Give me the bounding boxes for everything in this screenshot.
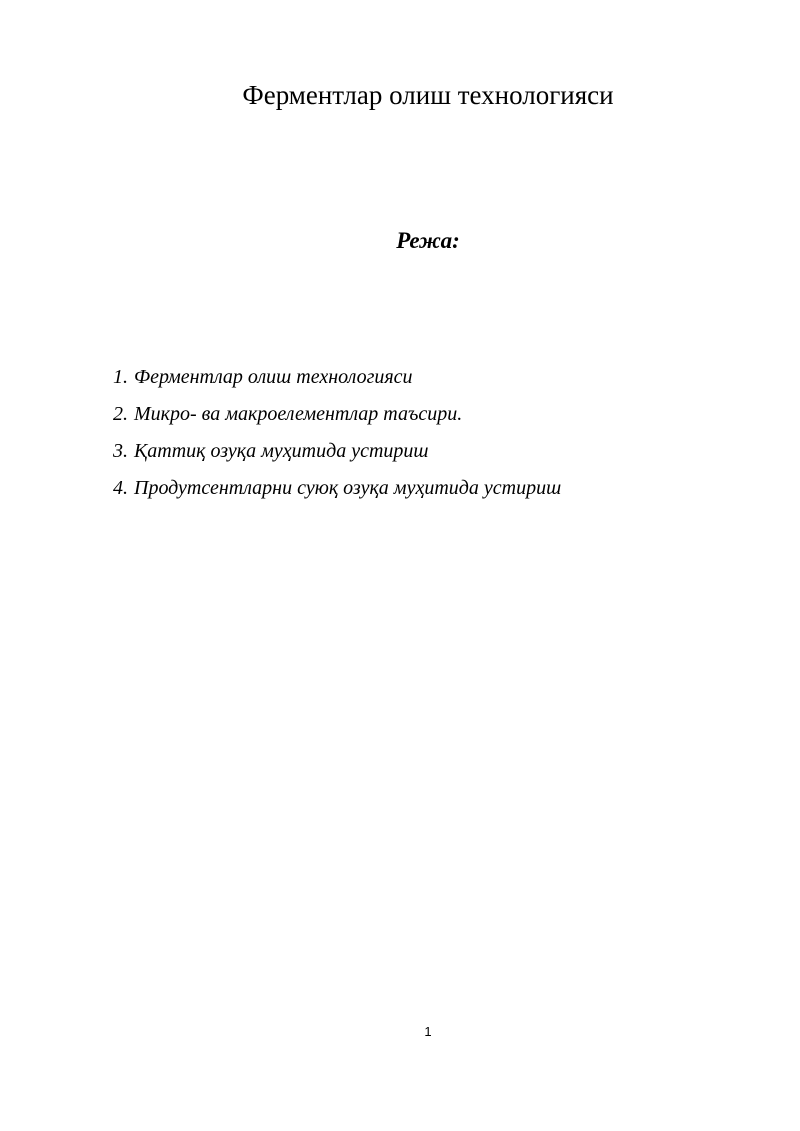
list-item	[113, 401, 561, 438]
list-item-text: Қаттиқ озуқа муҳитида устириш	[134, 440, 429, 462]
plan-heading: Режа:	[396, 228, 460, 253]
list-item	[113, 364, 561, 401]
list-item-text: Микро- ва макроелементлар таъсири.	[134, 403, 463, 425]
list-item	[113, 475, 561, 512]
page-number: 1	[424, 1024, 432, 1039]
list-item-number: 2.	[113, 403, 128, 425]
list-item	[113, 438, 561, 475]
list-item-text: Ферментлар олиш технологияси	[134, 366, 413, 388]
list-item-number: 3.	[113, 440, 128, 462]
page-title: Ферментлар олиш технологияси	[242, 80, 614, 110]
list-item-text: Продутсентларни суюқ озуқа муҳитида устириш	[134, 477, 562, 499]
list-item-number: 1.	[113, 366, 128, 388]
list-item-number: 4.	[113, 477, 128, 499]
plan-list	[113, 364, 561, 512]
